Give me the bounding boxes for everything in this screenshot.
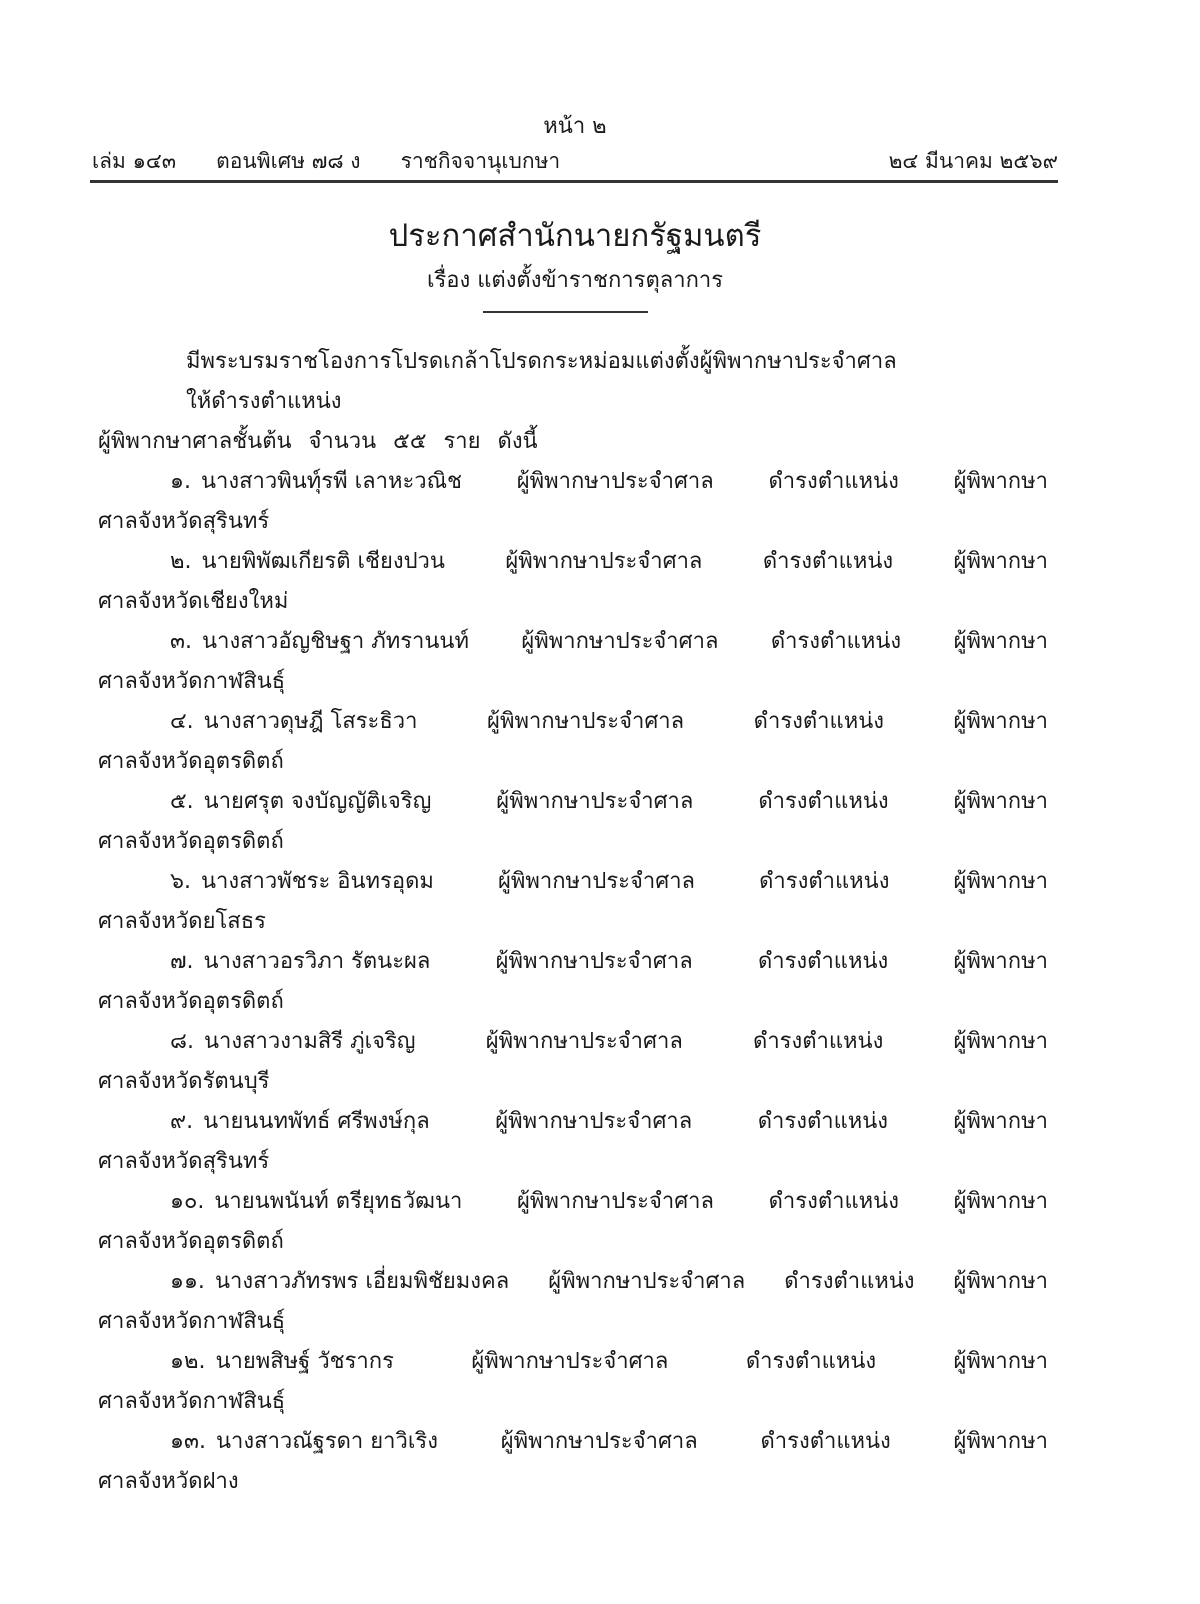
intro-text: ให้ดำรงตำแหน่ง	[186, 389, 342, 414]
appointee-name: นางสาวอัญชิษฐา ภัทรานนท์	[202, 629, 469, 654]
appointment-list	[98, 462, 1048, 1502]
volume: เล่ม ๑๔๓	[92, 149, 177, 173]
header-rule	[90, 180, 1058, 183]
entry-name-group	[170, 1262, 509, 1302]
page-number: หน้า ๒	[543, 114, 607, 139]
appointment-action: ดำรงตำแหน่ง	[759, 869, 890, 894]
court-name: ศาลจังหวัดอุตรดิตถ์	[98, 829, 284, 854]
list-item	[98, 1022, 1048, 1102]
entry-name-group	[170, 1182, 462, 1222]
appointment-action: ดำรงตำแหน่ง	[745, 1349, 877, 1374]
list-item	[98, 782, 1048, 862]
appointee-name: นางสาวภัทรพร เอี่ยมพิชัยมงคล	[214, 1269, 510, 1294]
intro-paragraph	[98, 342, 1048, 462]
new-position: ผู้พิพากษา	[953, 709, 1048, 734]
appointee-name: นางสาวดุษฎี โสระธิวา	[203, 709, 418, 734]
new-position: ผู้พิพากษา	[953, 949, 1048, 974]
publication-date: ๒๔ มีนาคม ๒๕๖๙	[888, 149, 1058, 173]
current-role: ผู้พิพากษาประจำศาล	[497, 869, 696, 894]
appointee-name: นายพสิษฐ์ วัชรากร	[215, 1349, 394, 1374]
new-position: ผู้พิพากษา	[953, 1429, 1048, 1454]
court-name: ศาลจังหวัดสุรินทร์	[98, 1149, 270, 1174]
new-position: ผู้พิพากษา	[953, 869, 1048, 894]
list-item	[98, 862, 1048, 942]
appointee-name: นางสาวพินทุ์รพี เลาหะวณิช	[200, 469, 462, 494]
court-name: ศาลจังหวัดเชียงใหม่	[98, 589, 289, 614]
current-role: ผู้พิพากษาประจำศาล	[495, 949, 693, 974]
document-body	[98, 342, 1048, 1502]
appointment-action: ดำรงตำแหน่ง	[770, 629, 902, 654]
entry-number: ๕.	[170, 789, 194, 814]
appointment-action: ดำรงตำแหน่ง	[768, 1189, 899, 1214]
document-title: ประกาศสำนักนายกรัฐมนตรี	[388, 218, 762, 254]
court-name: ศาลจังหวัดกาฬสินธุ์	[98, 1309, 286, 1334]
entry-name-group	[170, 1342, 394, 1382]
new-position: ผู้พิพากษา	[953, 1349, 1048, 1374]
entry-name-group	[170, 462, 462, 502]
court-name: ศาลจังหวัดอุตรดิตถ์	[98, 989, 284, 1014]
appointment-action: ดำรงตำแหน่ง	[757, 1109, 889, 1134]
list-item	[98, 1182, 1048, 1262]
entry-number: ๑๓.	[170, 1429, 206, 1454]
court-name: ศาลจังหวัดอุตรดิตถ์	[98, 749, 284, 774]
new-position: ผู้พิพากษา	[953, 629, 1048, 654]
new-position: ผู้พิพากษา	[953, 1269, 1048, 1294]
appointee-name: นายพิพัฒเกียรติ เชียงปวน	[201, 549, 445, 574]
court-name: ศาลจังหวัดยโสธร	[98, 909, 266, 934]
new-position: ผู้พิพากษา	[953, 789, 1048, 814]
current-role: ผู้พิพากษาประจำศาล	[495, 1109, 693, 1134]
list-item	[98, 542, 1048, 622]
current-role: ผู้พิพากษาประจำศาล	[516, 1189, 715, 1214]
entry-number: ๙.	[170, 1109, 194, 1134]
title-divider	[483, 311, 648, 313]
entry-number: ๑๑.	[170, 1269, 205, 1294]
list-item	[98, 942, 1048, 1022]
current-role: ผู้พิพากษาประจำศาล	[471, 1349, 669, 1374]
entry-name-group	[170, 942, 430, 982]
appointee-name: นางสาวงามสิรี ภู่เจริญ	[203, 1029, 416, 1054]
entry-number: ๑.	[170, 469, 191, 494]
list-item	[98, 1422, 1048, 1502]
appointee-name: นางสาวณัฐรดา ยาวิเริง	[216, 1429, 438, 1454]
appointee-name: นายนพนันท์ ตรียุทธวัฒนา	[214, 1189, 463, 1214]
document-subject: เรื่อง แต่งตั้งข้าราชการตุลาการ	[426, 268, 724, 293]
appointment-action: ดำรงตำแหน่ง	[758, 789, 889, 814]
current-role: ผู้พิพากษาประจำศาล	[505, 549, 703, 574]
entry-name-group	[170, 862, 434, 902]
entry-name-group	[170, 542, 445, 582]
entry-name-group	[170, 1022, 416, 1062]
court-name: ศาลจังหวัดกาฬสินธุ์	[98, 669, 286, 694]
entry-name-group	[170, 1102, 430, 1142]
appointment-action: ดำรงตำแหน่ง	[753, 709, 884, 734]
current-role: ผู้พิพากษาประจำศาล	[548, 1269, 746, 1294]
intro-text: ผู้พิพากษาศาลชั้นต้น จำนวน ๕๕ ราย ดังนี้	[98, 429, 538, 454]
current-role: ผู้พิพากษาประจำศาล	[485, 1029, 683, 1054]
appointee-name: นายนนทพัทธ์ ศรีพงษ์กุล	[203, 1109, 430, 1134]
list-item	[98, 462, 1048, 542]
appointment-action: ดำรงตำแหน่ง	[762, 549, 894, 574]
entry-name-group	[170, 702, 418, 742]
intro-text: มีพระบรมราชโองการโปรดเกล้าโปรดกระหม่อมแต่งตั้งผู้พิพากษาประจำศาล	[186, 349, 897, 374]
entry-number: ๒.	[170, 549, 192, 574]
entry-number: ๑๐.	[170, 1189, 205, 1214]
section: ตอนพิเศษ ๗๘ ง	[216, 149, 361, 173]
new-position: ผู้พิพากษา	[953, 1029, 1048, 1054]
list-item	[98, 702, 1048, 782]
court-name: ศาลจังหวัดสุรินทร์	[98, 509, 270, 534]
appointment-action: ดำรงตำแหน่ง	[760, 1429, 891, 1454]
entry-number: ๘.	[170, 1029, 194, 1054]
new-position: ผู้พิพากษา	[953, 469, 1048, 494]
entry-name-group	[170, 782, 431, 822]
appointee-name: นางสาวอรวิภา รัตนะผล	[203, 949, 431, 974]
appointee-name: นายศรุต จงบัญญัติเจริญ	[203, 789, 432, 814]
entry-name-group	[170, 622, 469, 662]
gazette-header	[92, 145, 1058, 178]
list-item	[98, 1342, 1048, 1422]
current-role: ผู้พิพากษาประจำศาล	[500, 1429, 698, 1454]
court-name: ศาลจังหวัดรัตนบุรี	[98, 1069, 270, 1094]
appointment-action: ดำรงตำแหน่ง	[768, 469, 899, 494]
appointee-name: นางสาวพัชระ อินทรอุดม	[200, 869, 434, 894]
new-position: ผู้พิพากษา	[953, 1189, 1048, 1214]
court-name: ศาลจังหวัดฝาง	[98, 1469, 239, 1494]
list-item	[98, 1262, 1048, 1342]
entry-number: ๗.	[170, 949, 194, 974]
current-role: ผู้พิพากษาประจำศาล	[521, 629, 719, 654]
appointment-action: ดำรงตำแหน่ง	[753, 1029, 884, 1054]
current-role: ผู้พิพากษาประจำศาล	[516, 469, 714, 494]
new-position: ผู้พิพากษา	[953, 549, 1048, 574]
list-item	[98, 1102, 1048, 1182]
entry-number: ๔.	[170, 709, 194, 734]
current-role: ผู้พิพากษาประจำศาล	[496, 789, 694, 814]
entry-number: ๑๒.	[170, 1349, 206, 1374]
entry-number: ๓.	[170, 629, 193, 654]
court-name: ศาลจังหวัดอุตรดิตถ์	[98, 1229, 284, 1254]
publication-name: ราชกิจจานุเบกษา	[400, 149, 561, 173]
court-name: ศาลจังหวัดกาฬสินธุ์	[98, 1389, 286, 1414]
new-position: ผู้พิพากษา	[953, 1109, 1048, 1134]
current-role: ผู้พิพากษาประจำศาล	[487, 709, 685, 734]
entry-name-group	[170, 1422, 438, 1462]
list-item	[98, 622, 1048, 702]
entry-number: ๖.	[170, 869, 191, 894]
appointment-action: ดำรงตำแหน่ง	[784, 1269, 915, 1294]
appointment-action: ดำรงตำแหน่ง	[757, 949, 889, 974]
